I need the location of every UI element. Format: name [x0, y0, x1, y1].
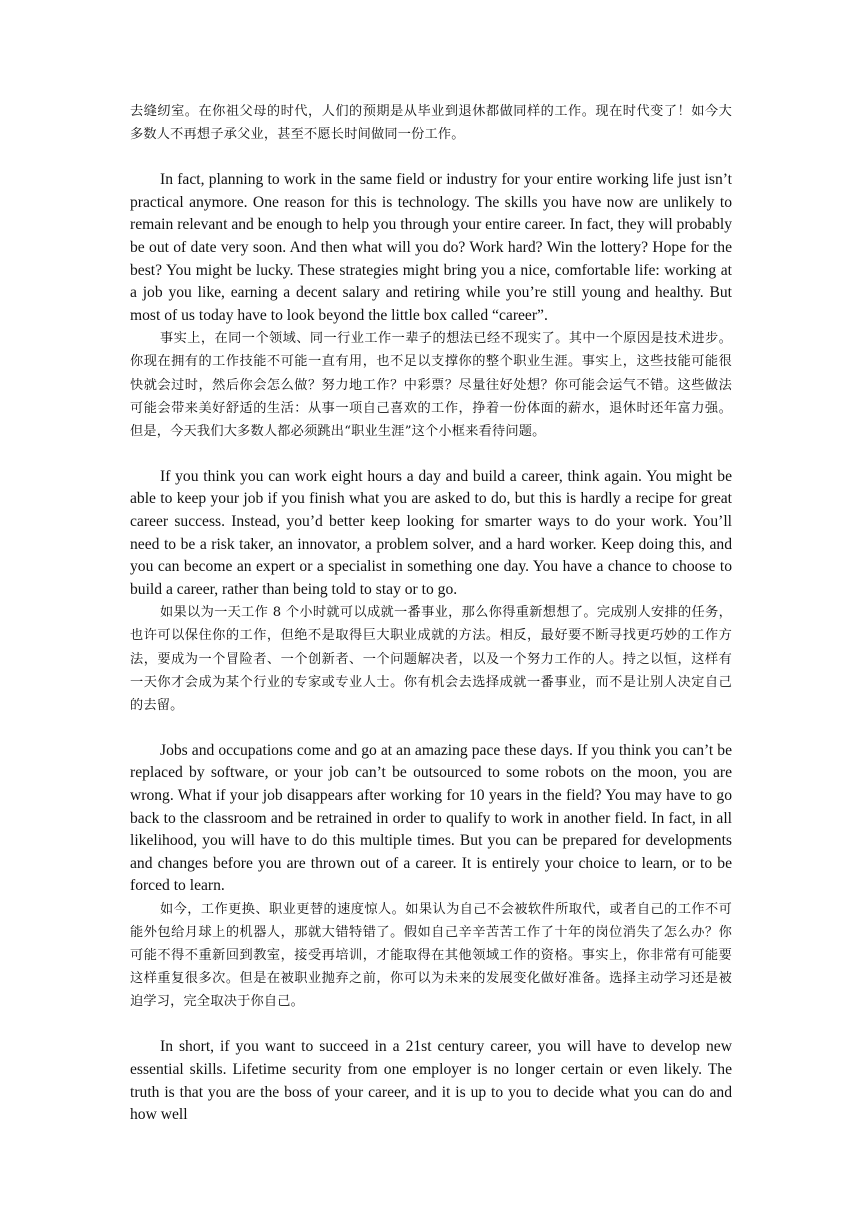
- paragraph-5-english: In short, if you want to succeed in a 21st century career, you will have to develop new essential skills. Lifetime security from one employer is no longer certain or even likely. The truth is that you are the boss of your career, and it is up to you to decide what you can do and how well: [130, 1038, 732, 1124]
- paragraph-gap: [130, 146, 732, 169]
- paragraph-4-english: Jobs and occupations come and go at an amazing pace these days. If you think you can’t be replaced by software, or your job can’t be outsourced to some robots on the moon, you are wrong. What if your job disappears after working for 10 years in the field? You may have to go back to the classroom and be retrained in order to qualify to work in another field. In fact, in all likelihood, you will have to do this multiple times. But you can be prepared for developments and changes before you are thrown out of a career. It is entirely your choice to learn, or to be forced to learn.: [130, 741, 732, 895]
- paragraph-2-chinese: 事实上，在同一个领域、同一行业工作一辈子的想法已经不现实了。其中一个原因是技术进步。你现在拥有的工作技能不可能一直有用，也不足以支撑你的整个职业生涯。事实上，这些技能可能很快就会过时，然后你会怎么做？努力地工作？中彩票？尽量往好处想？你可能会运气不错。这些做法可能会带来美好舒适的生活：从事一项自己喜欢的工作，挣着一份体面的薪水，退休时还年富力强。但是，今天我们大多数人都必须跳出“职业生涯”这个小框来看待问题。: [130, 331, 732, 439]
- paragraph-gap: [130, 1013, 732, 1036]
- paragraph-4-chinese: 如今，工作更换、职业更替的速度惊人。如果认为自己不会被软件所取代，或者自己的工作不可能外包给月球上的机器人，那就大错特错了。假如自己辛辛苦苦工作了十年的岗位消失了怎么办？你可能不得不重新回到教室，接受再培训，才能取得在其他领域工作的资格。事实上，你非常有可能要这样重复很多次。但是在被职业抛弃之前，你可以为未来的发展变化做好准备。选择主动学习还是被迫学习，完全取决于你自己。: [130, 902, 732, 1010]
- paragraph-1-chinese: 去缝纫室。在你祖父母的时代，人们的预期是从毕业到退休都做同样的工作。现在时代变了！如今大多数人不再想子承父业，甚至不愿长时间做同一份工作。: [130, 104, 732, 143]
- paragraph-3-chinese: 如果以为一天工作 8 个小时就可以成就一番事业，那么你得重新想想了。完成别人安排的任务，也许可以保住你的工作，但绝不是取得巨大职业成就的方法。相反，最好要不断寻找更巧妙的工作方法，要成为一个冒险者、一个创新者、一个问题解决者，以及一个努力工作的人。持之以恒，这样有一天你才会成为某个行业的专家或专业人士。你有机会去选择成就一番事业，而不是让别人决定自己的去留。: [130, 605, 732, 713]
- paragraph-gap: [130, 717, 732, 740]
- document-page: [130, 100, 732, 1127]
- paragraph-gap: [130, 443, 732, 466]
- paragraph-2-english: In fact, planning to work in the same field or industry for your entire working life just isn’t practical anymore. One reason for this is technology. The skills you have now are unlikely to remain relevant and be enough to help you through your entire career. In fact, they will probably be out of date very soon. And then what will you do? Work hard? Win the lottery? Hope for the best? You might be lucky. These strategies might bring you a nice, comfortable life: working at a job you like, earning a decent salary and retiring while you’re still young and healthy. But most of us today have to look beyond the little box called “career”.: [130, 171, 732, 324]
- paragraph-3-english: If you think you can work eight hours a day and build a career, think again. You might be able to keep your job if you finish what you are asked to do, but this is hardly a recipe for great career success. Instead, you’d better keep looking for smarter ways to do your work. You’ll need to be a risk taker, an innovator, a problem solver, and a hard worker. Keep doing this, and you can become an expert or a specialist in something one day. You have a chance to choose to build a career, rather than being told to stay or to go.: [130, 467, 732, 598]
